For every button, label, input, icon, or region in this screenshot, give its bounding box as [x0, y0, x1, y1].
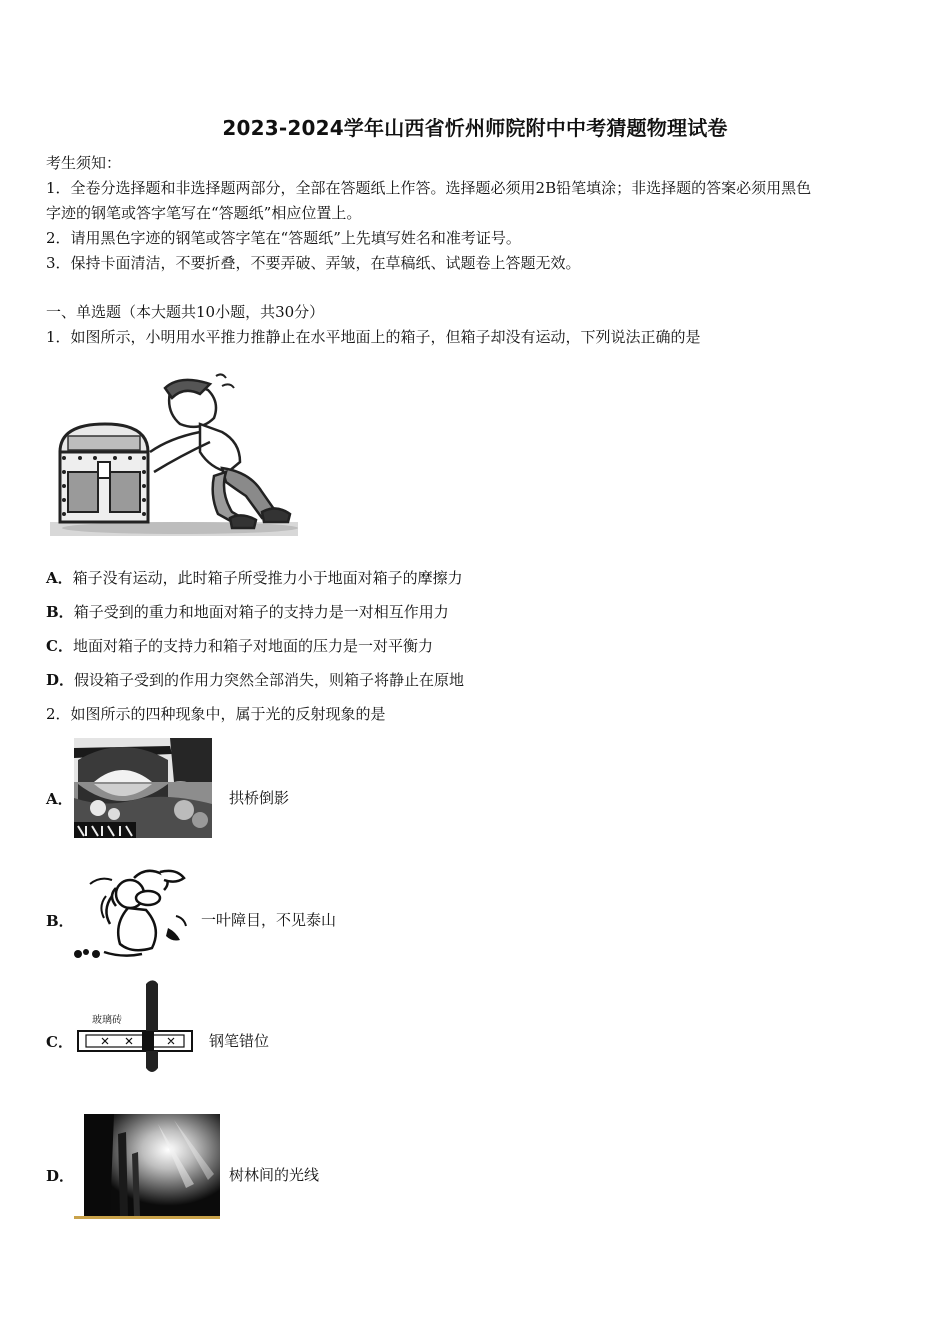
q1-option-a-letter: A． — [46, 569, 73, 587]
q1-option-d-text: 假设箱子受到的作用力突然全部消失，则箱子将静止在原地 — [74, 671, 465, 689]
notice-item-2: 2．请用黑色字迹的钢笔或答字笔在“答题纸”上先填写姓名和准考证号。 — [46, 229, 521, 247]
q1-option-c-text: 地面对箱子的支持力和箱子对地面的压力是一对平衡力 — [72, 637, 433, 655]
q2-option-c-letter: C． — [46, 1033, 73, 1051]
notice-item-1-cont: 字迹的钢笔或答字笔写在“答题纸”相应位置上。 — [46, 204, 362, 222]
q2-figure-bridge-reflection — [74, 738, 212, 838]
q2-figure-leaf-eye — [72, 866, 198, 962]
q1-option-a-text: 箱子没有运动，此时箱子所受推力小于地面对箱子的摩擦力 — [72, 569, 463, 587]
q1-option-c-letter: C． — [46, 637, 73, 655]
q2-figure-pen-glass-brick — [74, 978, 196, 1076]
section-heading: 一、单选题（本大题共10小题，共30分） — [46, 303, 325, 321]
q2-option-b-caption: 一叶障目，不见泰山 — [201, 911, 337, 929]
notice-item-3: 3．保持卡面清洁，不要折叠，不要弄破、弄皱，在草稿纸、试题卷上答题无效。 — [46, 254, 581, 272]
q1-option-b-text: 箱子受到的重力和地面对箱子的支持力是一对相互作用力 — [73, 603, 449, 621]
q2-figure-forest-light — [74, 1114, 220, 1220]
notice-heading: 考生须知： — [46, 154, 122, 172]
q2-option-a-letter: A． — [46, 790, 73, 808]
q1-option-d-letter: D． — [46, 671, 75, 689]
boy-pushing-icon — [150, 380, 290, 528]
q1-stem: 1．如图所示，小明用水平推力推静止在水平地面上的箱子，但箱子却没有运动，下列说法正确的是 — [46, 328, 701, 346]
treasure-chest-icon — [60, 424, 148, 522]
page-title: 2023-2024学年山西省忻州师院附中中考猜题物理试卷 — [222, 116, 728, 140]
q2-option-c-caption: 钢笔错位 — [209, 1032, 270, 1050]
q2-figure-c-label: 玻璃砖 — [92, 1015, 122, 1026]
q2-option-d-caption: 树林间的光线 — [229, 1166, 320, 1184]
q1-option-b-letter: B． — [46, 603, 74, 621]
q1-option-a — [46, 568, 463, 588]
q2-option-d-letter: D． — [46, 1167, 75, 1185]
notice-item-1: 1．全卷分选择题和非选择题两部分，全部在答题纸上作答。选择题必须用2B铅笔填涂；非选择题的答案必须用黑色 — [46, 179, 812, 197]
q1-option-b — [46, 602, 449, 622]
q2-option-b-letter: B． — [46, 912, 74, 930]
q2-stem: 2．如图所示的四种现象中，属于光的反射现象的是 — [46, 705, 386, 723]
q1-option-c — [46, 636, 433, 656]
q1-option-d — [46, 670, 464, 690]
q1-figure-push-box — [50, 372, 300, 538]
q2-option-a-caption: 拱桥倒影 — [229, 789, 290, 807]
